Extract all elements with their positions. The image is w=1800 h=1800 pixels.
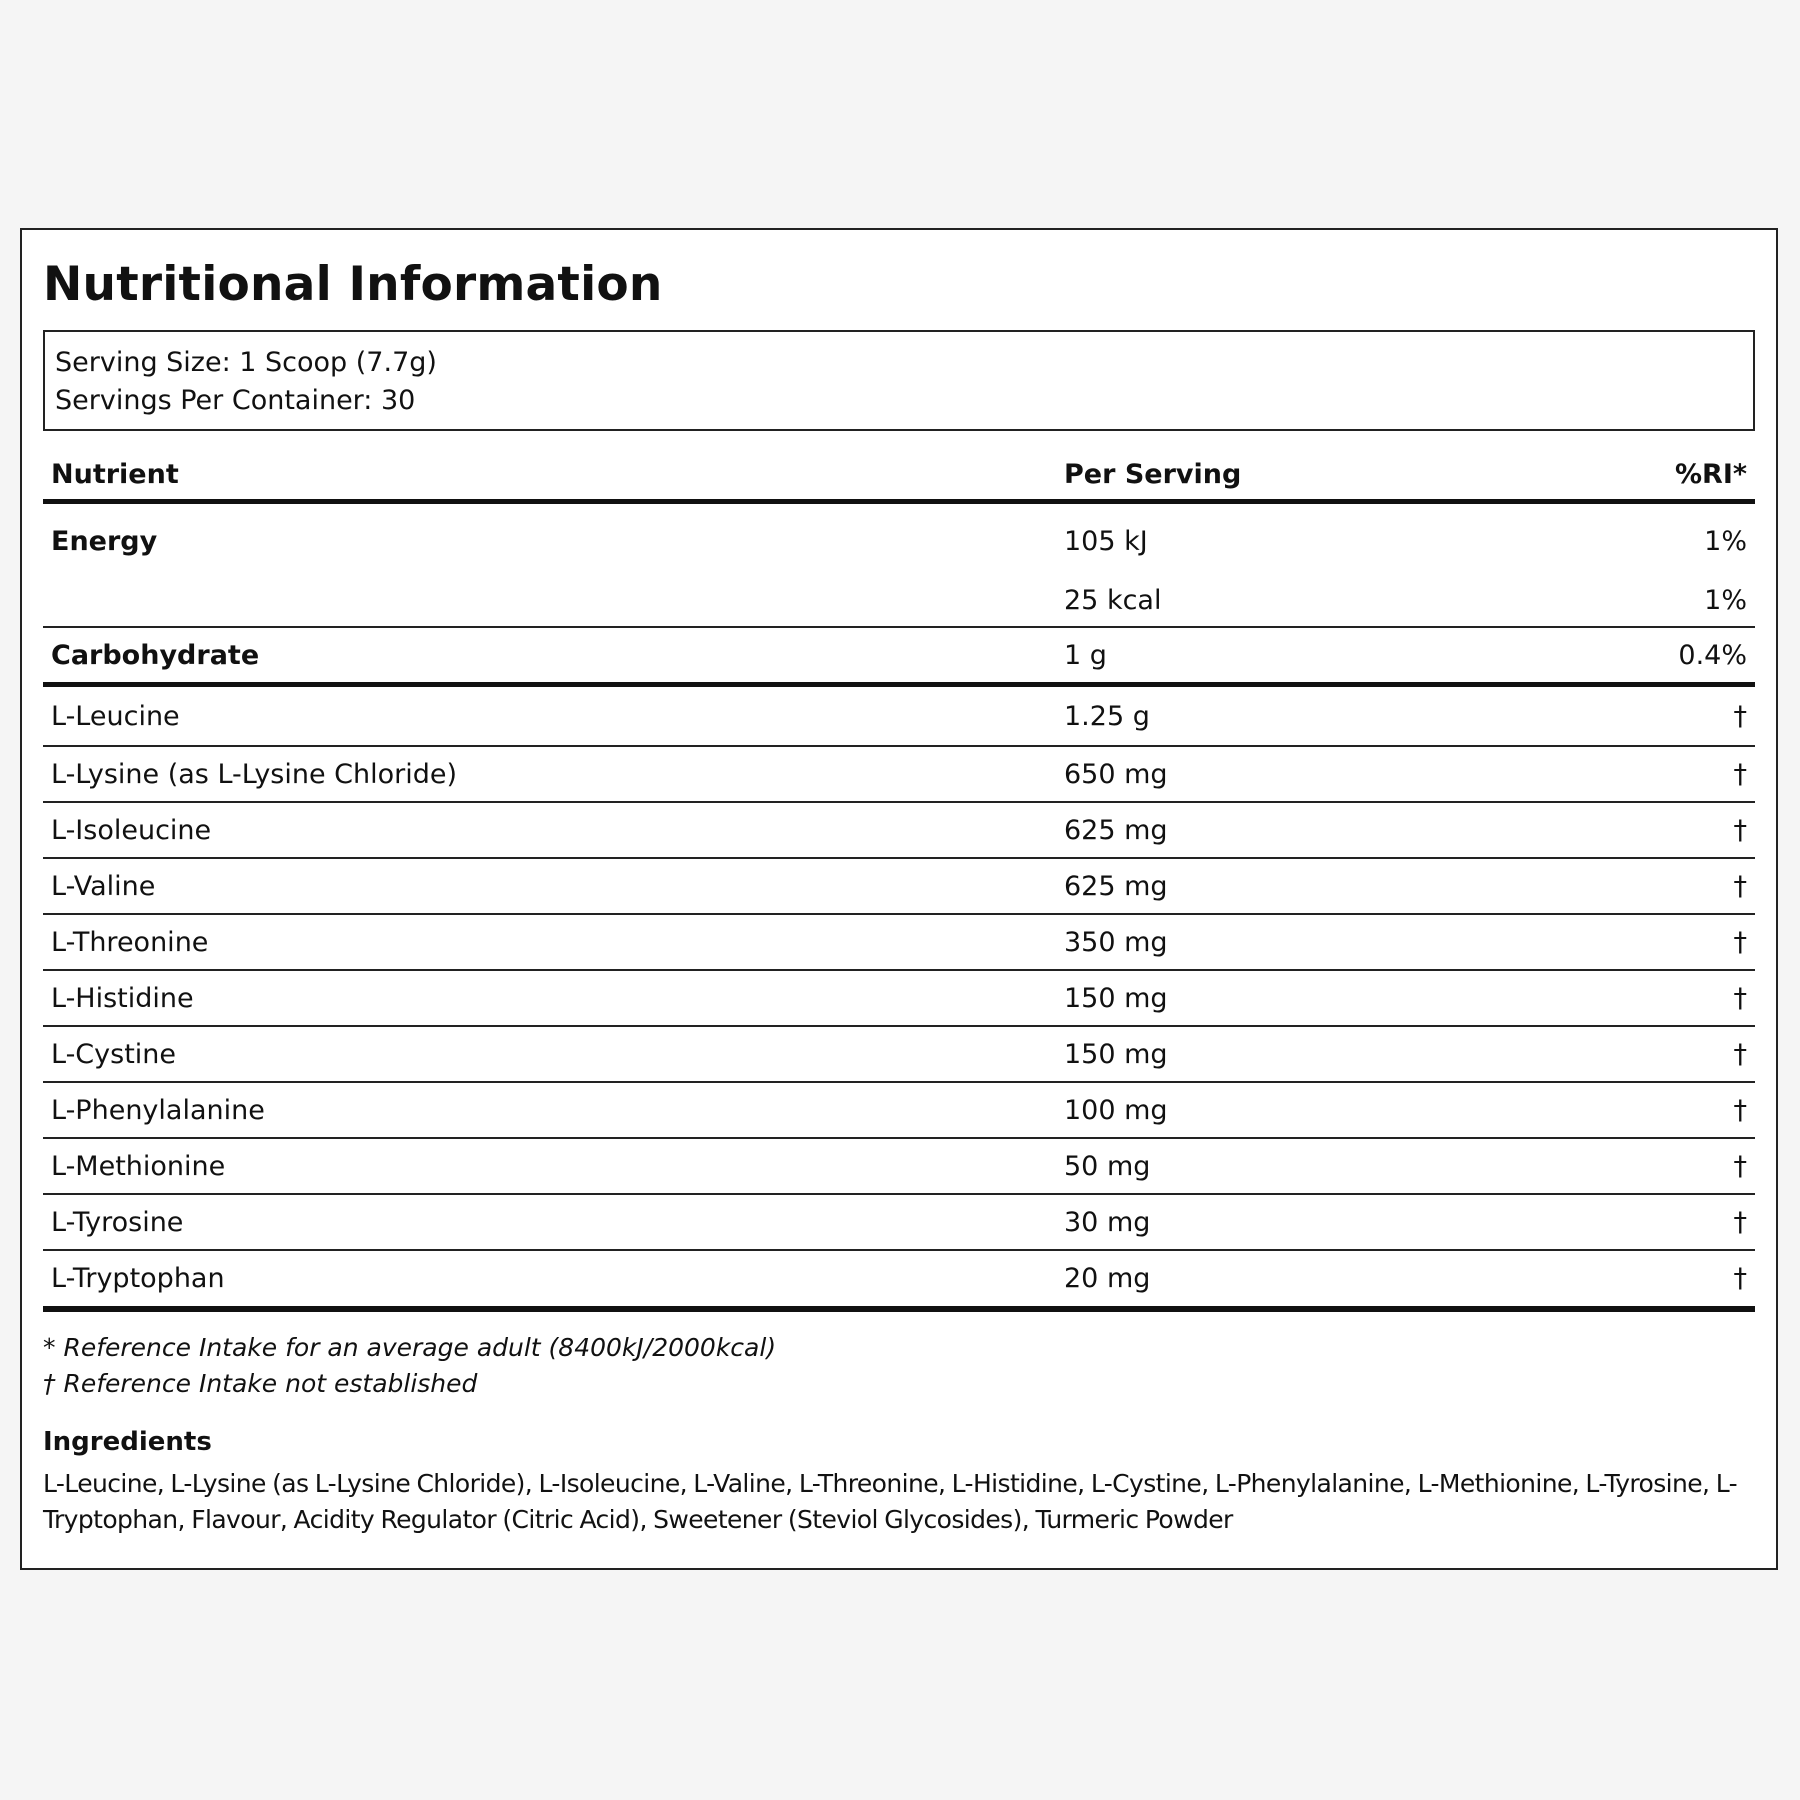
per-serving-value: 625 mg <box>1056 858 1619 914</box>
ri-value: † <box>1619 914 1755 970</box>
energy-kj-ri: 1% <box>1704 525 1747 557</box>
nutrient-name-energy: Energy <box>51 525 158 557</box>
per-serving-value: 625 mg <box>1056 802 1619 858</box>
ri-value: † <box>1619 1026 1755 1082</box>
nutrient-name: L-Methionine <box>43 1138 1056 1194</box>
nutrient-name: L-Histidine <box>43 970 1056 1026</box>
ri-value: † <box>1619 1138 1755 1194</box>
empty-cell <box>43 574 1056 627</box>
servings-per-container: Servings Per Container: 30 <box>55 385 416 416</box>
energy-kcal-ri: 1% <box>1619 574 1755 627</box>
table-row <box>43 970 1755 1026</box>
table-row-carbohydrate <box>43 627 1755 685</box>
header-ri: %RI* <box>1619 449 1755 502</box>
per-serving-value: 50 mg <box>1056 1138 1619 1194</box>
footnote-ri: * Reference Intake for an average adult (8400kJ/2000kcal) <box>43 1333 777 1362</box>
per-serving-value: 150 mg <box>1056 1026 1619 1082</box>
table-row <box>43 1250 1755 1309</box>
table-row <box>43 858 1755 914</box>
header-nutrient: Nutrient <box>43 449 1056 502</box>
per-serving-value: 650 mg <box>1056 746 1619 802</box>
nutrient-name: L-Phenylalanine <box>43 1082 1056 1138</box>
carbohydrate-value: 1 g <box>1056 627 1619 685</box>
ingredients-title: Ingredients <box>43 1427 212 1457</box>
ri-value: † <box>1619 858 1755 914</box>
table-row <box>43 1026 1755 1082</box>
nutrition-label-panel <box>20 228 1778 1570</box>
ri-value: † <box>1619 970 1755 1026</box>
nutrient-name-carbohydrate: Carbohydrate <box>43 627 1056 685</box>
energy-kj-value: 105 kJ <box>1064 525 1148 557</box>
header-per-serving: Per Serving <box>1056 449 1619 502</box>
serving-info-box <box>43 330 1755 431</box>
ri-value: † <box>1619 1194 1755 1250</box>
ri-value: † <box>1619 685 1755 747</box>
nutrition-table <box>43 449 1755 1312</box>
label-title: Nutritional Information <box>43 257 663 312</box>
table-row <box>43 1138 1755 1194</box>
table-row <box>43 802 1755 858</box>
nutrient-name: L-Cystine <box>43 1026 1056 1082</box>
table-row <box>43 746 1755 802</box>
nutrient-name: L-Leucine <box>43 685 1056 747</box>
table-row <box>43 685 1755 747</box>
energy-kcal-value: 25 kcal <box>1056 574 1619 627</box>
nutrient-name: L-Valine <box>43 858 1056 914</box>
per-serving-value: 1.25 g <box>1056 685 1619 747</box>
nutrient-name: L-Lysine (as L-Lysine Chloride) <box>43 746 1056 802</box>
amino-acid-rows <box>43 685 1755 1310</box>
carbohydrate-ri: 0.4% <box>1619 627 1755 685</box>
nutrient-name: L-Threonine <box>43 914 1056 970</box>
ri-value: † <box>1619 1250 1755 1309</box>
ri-value: † <box>1619 746 1755 802</box>
table-row-energy-kcal <box>43 574 1755 627</box>
footnotes <box>43 1330 1755 1402</box>
table-row-energy-kj <box>43 502 1755 575</box>
table-header-row <box>43 449 1755 502</box>
table-row <box>43 914 1755 970</box>
per-serving-value: 100 mg <box>1056 1082 1619 1138</box>
nutrient-name: L-Tryptophan <box>43 1250 1056 1309</box>
per-serving-value: 20 mg <box>1056 1250 1619 1309</box>
serving-size: Serving Size: 1 Scoop (7.7g) <box>55 347 437 378</box>
per-serving-value: 150 mg <box>1056 970 1619 1026</box>
per-serving-value: 350 mg <box>1056 914 1619 970</box>
ingredients-text: L-Leucine, L-Lysine (as L-Lysine Chloride), L-Isoleucine, L-Valine, L-Threonine, L-Histidine, L-Cystine, L-Phenylalanine, L-Methionine, L-Tyrosine, L-Tryptophan, Flavour, Acidity Regulator (Citric Acid), Sweetener (Steviol Glycosides), Turmeric Powder <box>43 1469 1738 1534</box>
table-row <box>43 1194 1755 1250</box>
nutrient-name: L-Tyrosine <box>43 1194 1056 1250</box>
footnote-dagger: † Reference Intake not established <box>43 1369 478 1398</box>
ri-value: † <box>1619 802 1755 858</box>
ri-value: † <box>1619 1082 1755 1138</box>
nutrient-name: L-Isoleucine <box>43 802 1056 858</box>
per-serving-value: 30 mg <box>1056 1194 1619 1250</box>
table-row <box>43 1082 1755 1138</box>
